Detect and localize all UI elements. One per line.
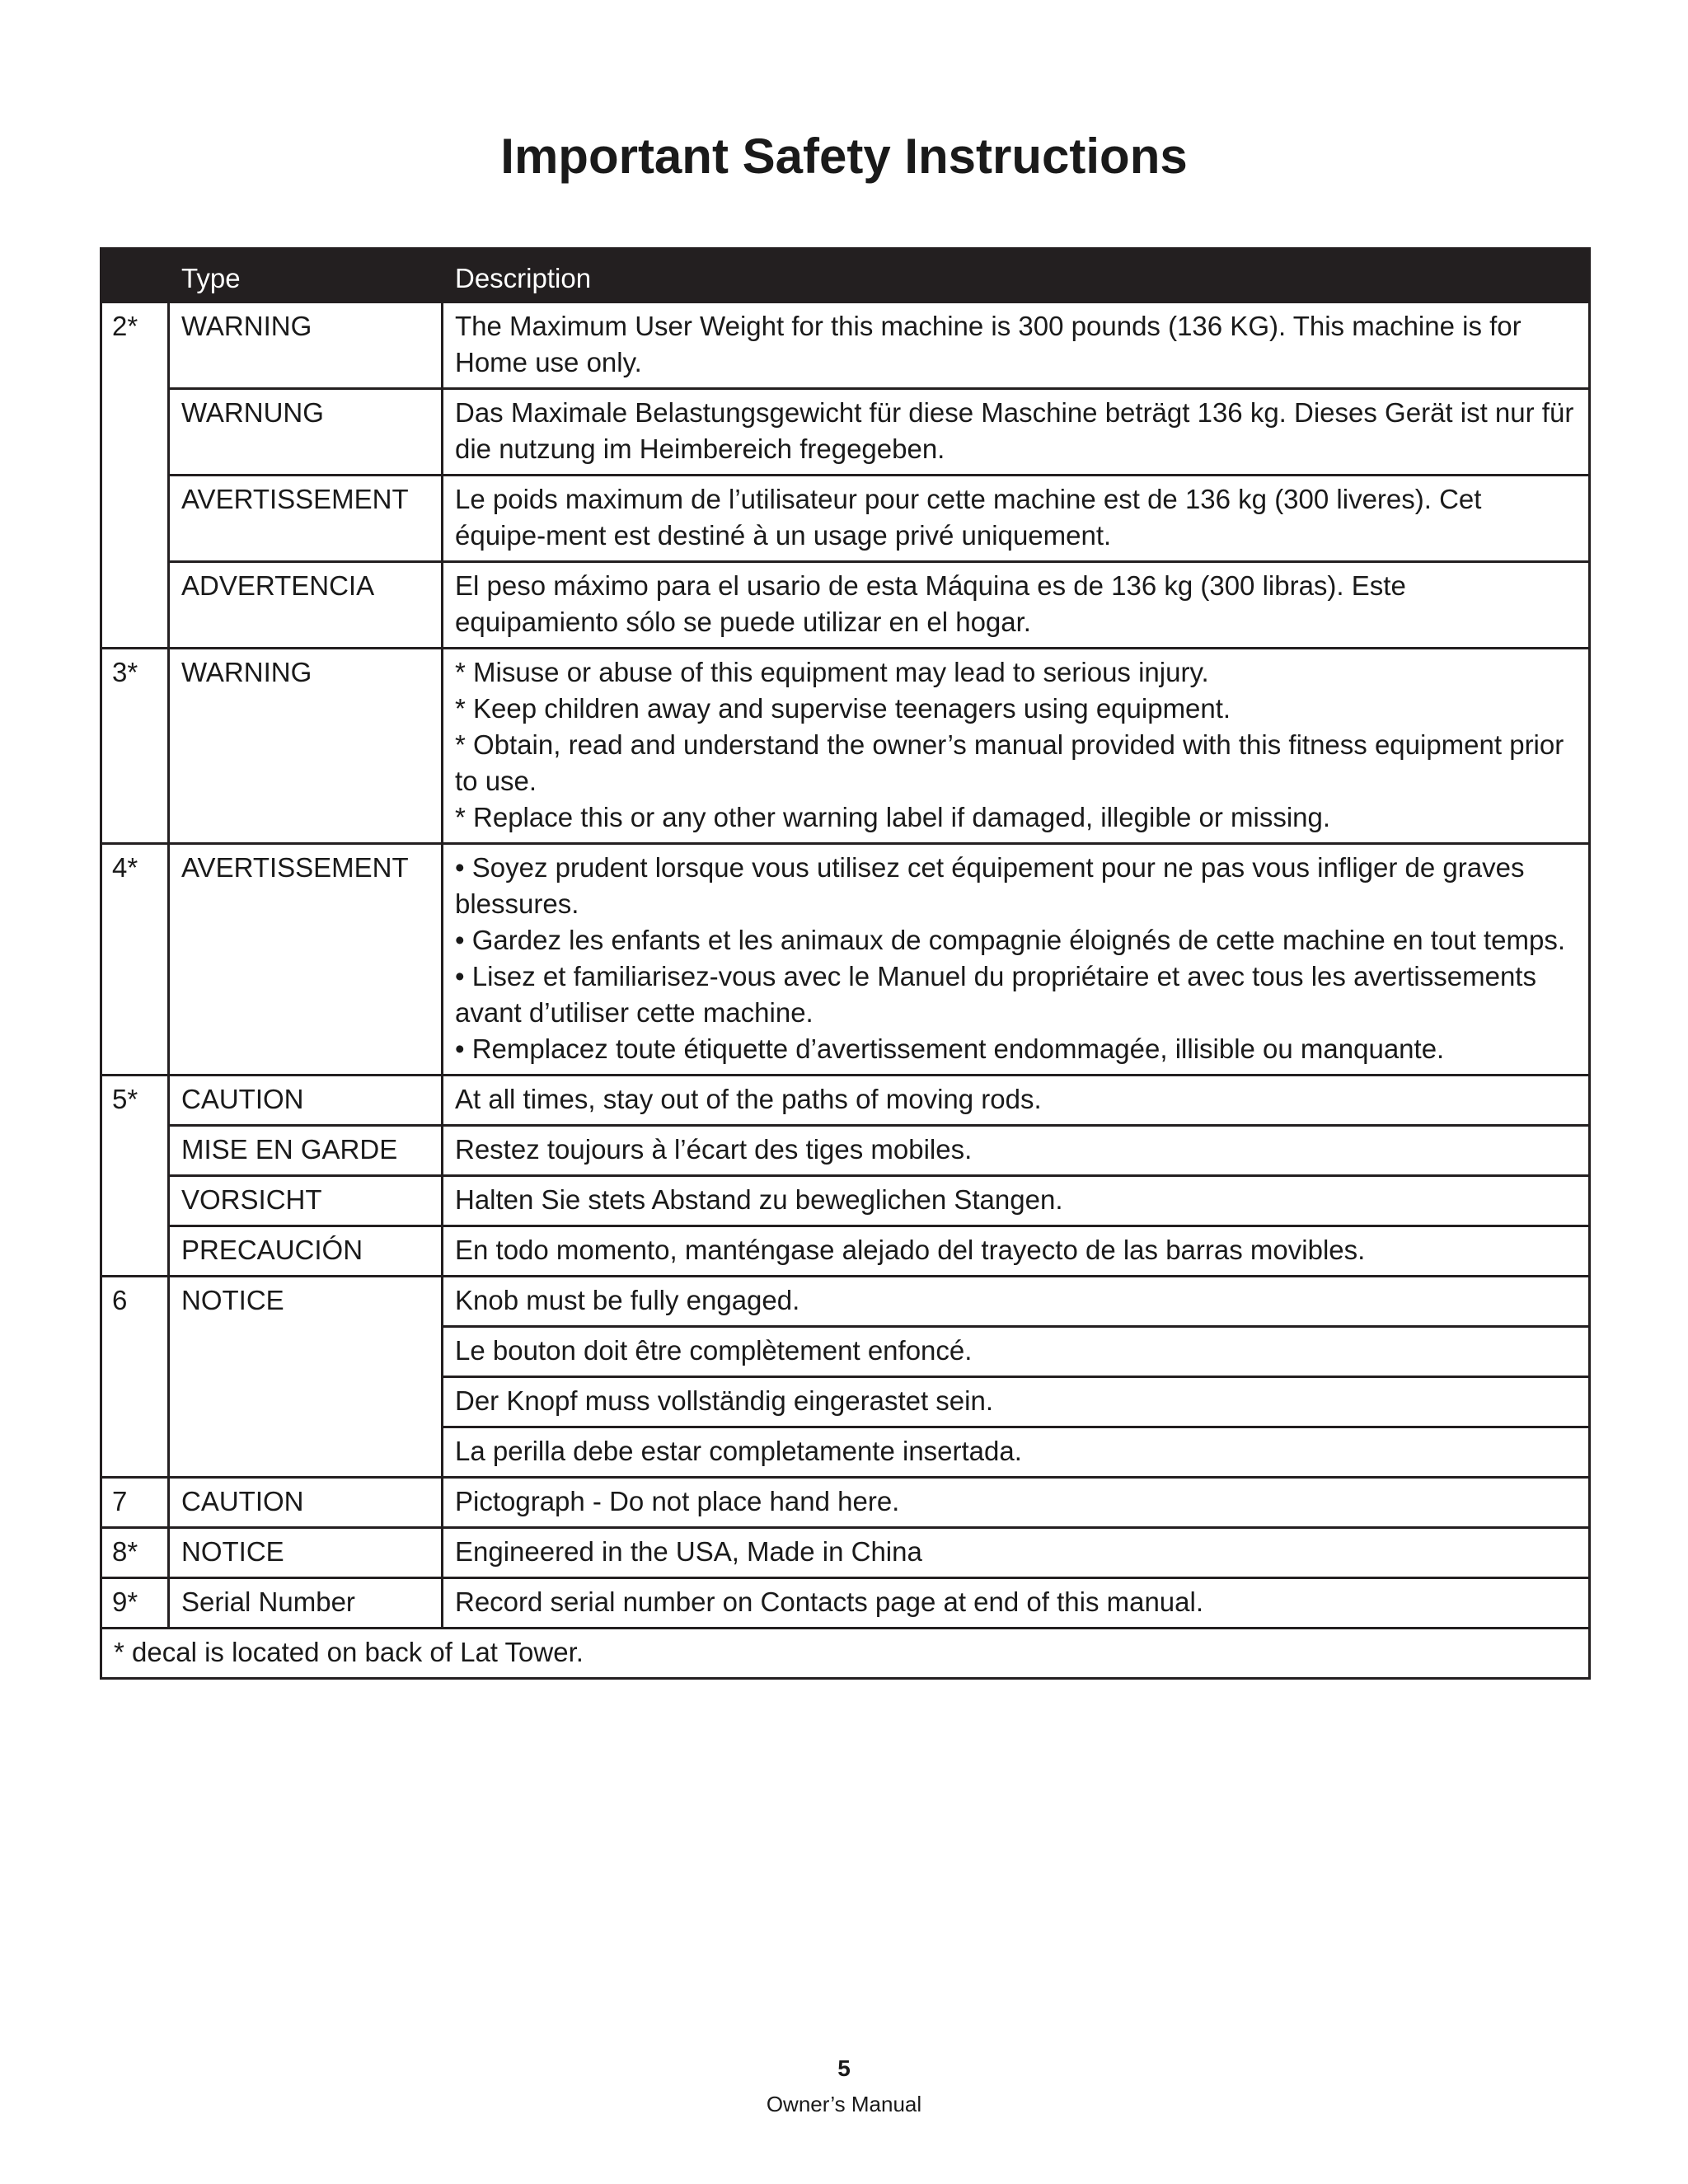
description-line: Record serial number on Contacts page at end of this manual. bbox=[455, 1586, 1204, 1617]
table-header-row bbox=[101, 249, 1590, 302]
description-line: • Lisez et familiarisez-vous avec le Manuel du propriétaire et avec tous les avertissements avant d’utiliser cette machine. bbox=[455, 961, 1536, 1028]
table-row bbox=[101, 1578, 1590, 1629]
decal-description bbox=[443, 1578, 1590, 1629]
decal-type: VORSICHT bbox=[169, 1176, 443, 1226]
description-line: * Obtain, read and understand the owner’s manual provided with this fitness equipment prior to use. bbox=[455, 729, 1564, 796]
table-row bbox=[101, 844, 1590, 1076]
decal-description bbox=[443, 1226, 1590, 1277]
decal-type: WARNUNG bbox=[169, 389, 443, 476]
description-line: Pictograph - Do not place hand here. bbox=[455, 1486, 900, 1516]
decal-number: 8* bbox=[101, 1528, 169, 1578]
decal-type: NOTICE bbox=[169, 1277, 443, 1478]
description-line: The Maximum User Weight for this machine is 300 pounds (136 KG). This machine is for Home use only. bbox=[455, 311, 1522, 377]
description-line: Der Knopf muss vollständig eingerastet sein. bbox=[455, 1385, 994, 1416]
description-line: Engineered in the USA, Made in China bbox=[455, 1536, 922, 1567]
decal-description bbox=[443, 1277, 1590, 1327]
decal-description bbox=[443, 1076, 1590, 1126]
column-header-type: Type bbox=[169, 249, 443, 302]
page-number: 5 bbox=[837, 2055, 851, 2081]
table-row bbox=[101, 1076, 1590, 1126]
decal-type: NOTICE bbox=[169, 1528, 443, 1578]
table-row bbox=[101, 1126, 1590, 1176]
decal-type: CAUTION bbox=[169, 1076, 443, 1126]
decal-type: ADVERTENCIA bbox=[169, 562, 443, 649]
table-row bbox=[101, 302, 1590, 389]
decal-type: CAUTION bbox=[169, 1478, 443, 1528]
description-line: En todo momento, manténgase alejado del trayecto de las barras movibles. bbox=[455, 1235, 1366, 1265]
description-line: At all times, stay out of the paths of moving rods. bbox=[455, 1084, 1042, 1114]
table-row bbox=[101, 389, 1590, 476]
table-footnote: * decal is located on back of Lat Tower. bbox=[101, 1629, 1590, 1679]
description-line: La perilla debe estar completamente insertada. bbox=[455, 1436, 1022, 1466]
decal-number: 2* bbox=[101, 302, 169, 649]
decal-description bbox=[443, 389, 1590, 476]
table-footnote-row bbox=[101, 1629, 1590, 1679]
description-line: • Remplacez toute étiquette d’avertissement endommagée, illisible ou manquante. bbox=[455, 1033, 1445, 1064]
decal-type: AVERTISSEMENT bbox=[169, 476, 443, 562]
manual-label: Owner’s Manual bbox=[766, 2092, 922, 2116]
decal-number: 5* bbox=[101, 1076, 169, 1277]
description-line: Le poids maximum de l’utilisateur pour cette machine est de 136 kg (300 liveres). Cet équipe-ment est destiné à un usage privé uniquement. bbox=[455, 484, 1482, 551]
description-line: El peso máximo para el usario de esta Máquina es de 136 kg (300 libras). Este equipamiento sólo se puede utilizar en el hogar. bbox=[455, 570, 1406, 637]
table-row bbox=[101, 562, 1590, 649]
description-line: Das Maximale Belastungsgewicht für diese Maschine beträgt 136 kg. Dieses Gerät ist nur für die nutzung im Heimbereich fregegeben. bbox=[455, 397, 1574, 464]
page-title: Important Safety Instructions bbox=[500, 129, 1188, 184]
safety-decals-table bbox=[100, 247, 1591, 1680]
decal-description bbox=[443, 1528, 1590, 1578]
table-row bbox=[101, 649, 1590, 844]
column-header-number bbox=[101, 249, 169, 302]
decal-description bbox=[443, 562, 1590, 649]
decal-number: 9* bbox=[101, 1578, 169, 1629]
description-line: * Misuse or abuse of this equipment may lead to serious injury. bbox=[455, 657, 1209, 687]
decal-description bbox=[443, 1126, 1590, 1176]
decal-type: PRECAUCIÓN bbox=[169, 1226, 443, 1277]
description-line: • Soyez prudent lorsque vous utilisez cet équipement pour ne pas vous infliger de graves blessures. bbox=[455, 852, 1525, 919]
decal-type: WARNING bbox=[169, 649, 443, 844]
decal-description bbox=[443, 1478, 1590, 1528]
decal-number: 7 bbox=[101, 1478, 169, 1528]
table-row bbox=[101, 1176, 1590, 1226]
table-row bbox=[101, 1226, 1590, 1277]
table-row bbox=[101, 476, 1590, 562]
table-row bbox=[101, 1478, 1590, 1528]
decal-number: 4* bbox=[101, 844, 169, 1076]
decal-number: 3* bbox=[101, 649, 169, 844]
decal-description bbox=[443, 302, 1590, 389]
decal-type: Serial Number bbox=[169, 1578, 443, 1629]
decal-number: 6 bbox=[101, 1277, 169, 1478]
description-line: Knob must be fully engaged. bbox=[455, 1285, 800, 1315]
decal-type: WARNING bbox=[169, 302, 443, 389]
column-header-description: Description bbox=[443, 249, 1590, 302]
description-line: * Replace this or any other warning label if damaged, illegible or missing. bbox=[455, 802, 1331, 832]
decal-description bbox=[443, 844, 1590, 1076]
description-line: * Keep children away and supervise teenagers using equipment. bbox=[455, 693, 1231, 724]
decal-description bbox=[443, 476, 1590, 562]
table-row bbox=[101, 1277, 1590, 1327]
table-row bbox=[101, 1528, 1590, 1578]
decal-description bbox=[443, 1327, 1590, 1377]
decal-description bbox=[443, 649, 1590, 844]
decal-description bbox=[443, 1176, 1590, 1226]
decal-description bbox=[443, 1377, 1590, 1427]
description-line: Halten Sie stets Abstand zu beweglichen Stangen. bbox=[455, 1184, 1063, 1215]
description-line: • Gardez les enfants et les animaux de compagnie éloignés de cette machine en tout temps. bbox=[455, 925, 1566, 955]
description-line: Le bouton doit être complètement enfoncé. bbox=[455, 1335, 973, 1366]
description-line: Restez toujours à l’écart des tiges mobiles. bbox=[455, 1134, 973, 1165]
decal-type: MISE EN GARDE bbox=[169, 1126, 443, 1176]
decal-type: AVERTISSEMENT bbox=[169, 844, 443, 1076]
decal-description bbox=[443, 1427, 1590, 1478]
